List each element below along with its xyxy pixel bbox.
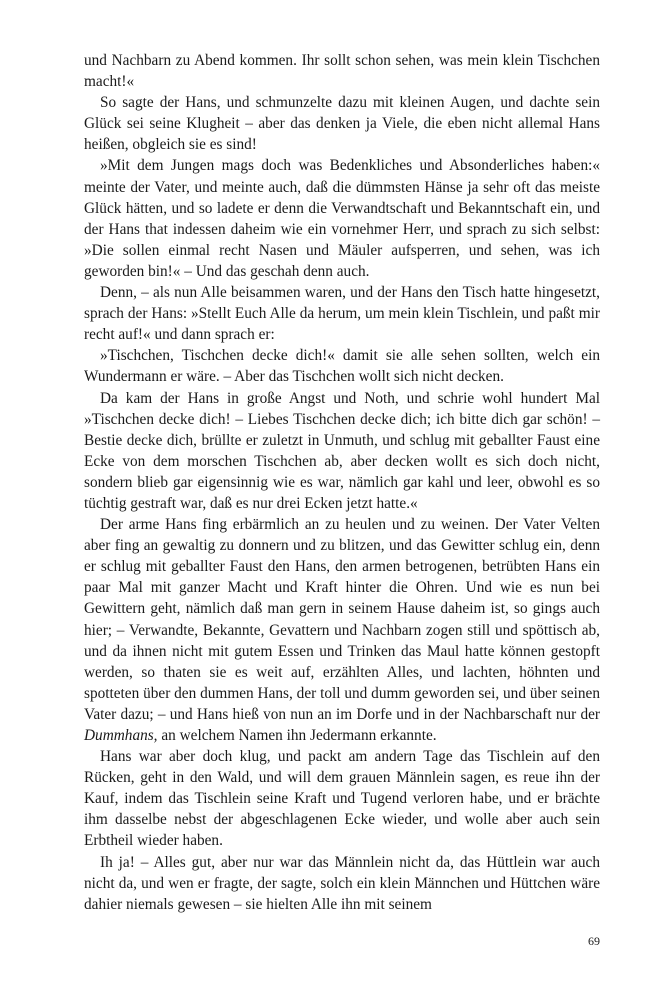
paragraph [84, 514, 600, 746]
italic-name: Dummhans, [84, 727, 158, 744]
book-page-text [84, 50, 600, 915]
paragraph: Da kam der Hans in große Angst und Noth, und schrie wohl hundert Mal »Tischchen decke dich! – Liebes Tischchen decke dich; ich bitte dich gar schön! – Bestie decke dich, brüllte er zuletzt in Unmuth, und schlug mit geballter Faust eine Ecke von dem morschen Tischchen ab, aber decken wollt es sich doch nicht, sondern blieb gar eigensinnig wie es war, nämlich gar kahl und leer, obwohl es so tüchtig gestraft war, daß es nur drei Ecken jetzt hatte.« [84, 389, 600, 512]
page-number: 69 [588, 934, 600, 948]
paragraph: »Mit dem Jungen mags doch was Bedenkliches und Absonderliches haben:« meinte der Vater, und meinte auch, daß die dümmsten Hänse ja sehr oft das meiste Glück hätten, und so ladete er denn die Verwandtschaft und Bekanntschaft ein, und der Hans that indessen daheim wie ein vornehmer Herr, und sprach zu sich selbst: »Die sollen einmal recht Nasen und Mäuler aufsperren, und sehen, was ich geworden bin!« – Und das geschah denn auch. [84, 157, 600, 280]
paragraph: Ih ja! – Alles gut, aber nur war das Männlein nicht da, das Hüttlein war auch nicht da, und wen er fragte, der sagte, solch ein klein Männchen und Hüttchen wäre dahier niemals gewesen – sie hielten Alle ihn mit seinem [84, 853, 600, 913]
paragraph: So sagte der Hans, und schmunzelte dazu mit kleinen Augen, und dachte sein Glück sei seine Klugheit – aber das denken ja Viele, die eben nicht allemal Hans heißen, obgleich sie es sind! [84, 94, 600, 154]
paragraph: Denn, – als nun Alle beisammen waren, und der Hans den Tisch hatte hingesetzt, sprach der Hans: »Stellt Euch Alle da herum, um mein klein Tischlein, und paßt mir recht auf!« und dann sprach er: [84, 284, 600, 344]
paragraph: und Nachbarn zu Abend kommen. Ihr sollt schon sehen, was mein klein Tischchen macht!« [84, 52, 600, 91]
paragraph: Hans war aber doch klug, und packt am andern Tage das Tischlein auf den Rücken, geht in den Wald, und will dem grauen Männlein sagen, es reue ihn der Kauf, indem das Tischlein seine Kraft und Tugend verloren habe, und er brächte ihm dasselbe nebst der abgeschlagenen Ecke wieder, und wolle aber auch sein Erbtheil wieder haben. [84, 748, 600, 850]
paragraph-text-tail: an welchem Namen ihn Jedermann erkannte. [157, 727, 437, 744]
paragraph-text: Der arme Hans fing erbärmlich an zu heulen und zu weinen. Der Vater Velten aber fing an gewaltig zu donnern und zu blitzen, und das Gewitter schlug ein, denn er schlug mit geballter Faust den Hans, den armen betrogenen, betrübten Hans ein paar Mal mit ganzer Macht und Kraft hinter die Ohren. Und wie es nun bei Gewittern geht, nämlich daß man gern in seinem Hause daheim ist, so gings auch hier; – Verwandte, Bekannte, Gevattern und Nachbarn zogen still und spöttisch ab, und da ihnen nicht mit gutem Essen und Trinken das Maul hatte können gestopft werden, so thaten sie es weit auf, erzählten Alles, und lachten, höhnten und spotteten über den dummen Hans, der toll und dumm geworden sei, und über seinen Vater dazu; – und Hans hieß von nun an im Dorfe und in der Nachbarschaft nur der [84, 516, 600, 723]
paragraph: »Tischchen, Tischchen decke dich!« damit sie alle sehen sollten, welch ein Wundermann er wäre. – Aber das Tischchen wollt sich nicht decken. [84, 347, 600, 386]
